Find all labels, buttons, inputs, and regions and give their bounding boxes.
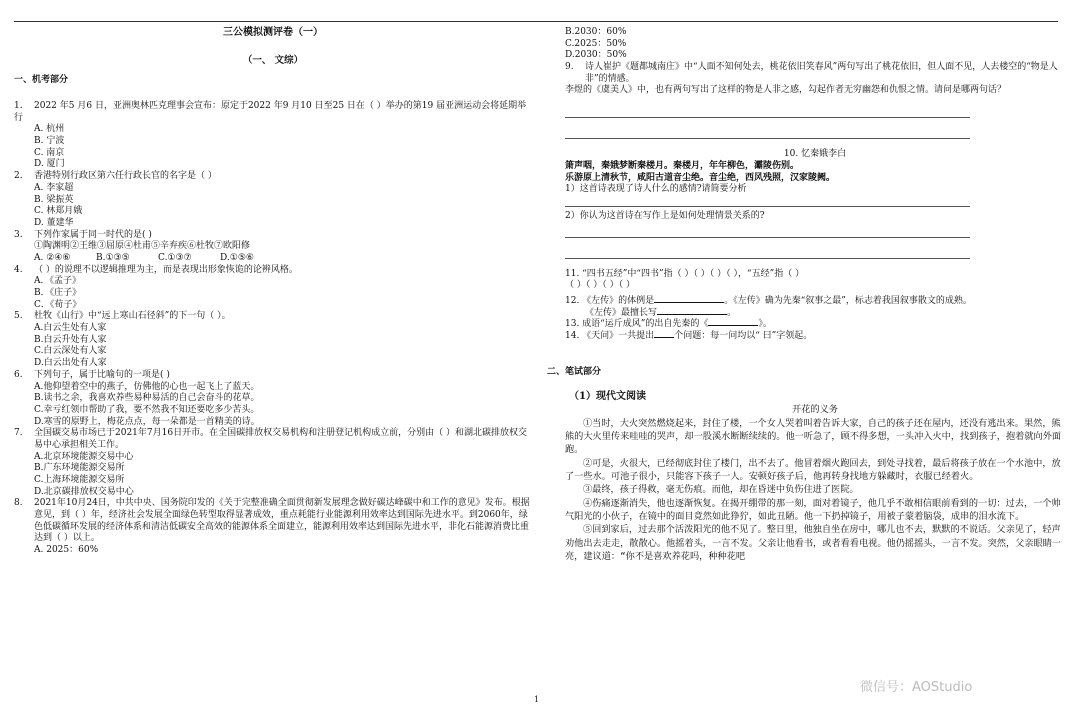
essay-paragraph: ③最终，孩子得救，毫无伤痕。而他，却在昏迷中负伤住进了医院。 [583,484,859,496]
question-8 [14,498,532,545]
question-9-followup: 李煜的《虞美人》中，也有两句写出了这样的物是人非之感，勾起作者无穷幽怨和仇恨之情。请问是哪两句话？ [565,85,1007,96]
option: D.①⑤⑥ [220,252,254,263]
answer-blank[interactable] [708,325,758,326]
question-number: 4. [14,264,23,275]
option: B. 宁波 [34,136,65,147]
option: D. 董建华 [34,217,74,228]
option: C.上海环境能源交易所 [34,475,125,486]
question-1 [14,101,532,124]
question-6 [14,370,532,382]
question-text: 杜牧《山行》中“远上寒山石径斜”的下一句（ ）。 [34,311,231,322]
question-number: 7. [14,428,23,439]
option: D.2030：50% [565,50,627,61]
essay-paragraph: ①当时，大火突然燃烧起来，封住了楼，一个女人哭着叫着告诉大家，自己的孩子还在屋内，还没有逃出来。果然，熊熊的大火里传来哇哇的哭声，却一股溪水断断续续的。他一听急了，顾不得多想，一头冲入火中，找到孩子，抱着就向外面跑。 [565,417,1062,456]
option: B. 梁振英 [34,194,74,205]
question-text: 下列作家属于同一时代的是( ) [34,229,152,240]
question-number: 9. [565,62,574,73]
option: B.2030：60% [565,27,627,37]
option: B.①③⑤ [96,252,130,263]
question-13-text-a: 13. 成语“运斤成风”的出自先秦的《 [565,319,709,330]
question-7 [14,428,532,451]
essay-paragraph: ②可是，火很大，已经彻底封住了楼门，出不去了。他冒着烟火跑回去，到处寻找着，最后将孩子放在一个水池中，放了一些水。可池子很小，只能容下孩子一人。安顿好孩子后，他再转身找地方躲藏时，衣服已经着火。 [565,457,1061,483]
question-5 [14,311,532,323]
answer-line[interactable] [565,196,970,207]
question-number: 5. [14,311,23,322]
page-subtitle: （一、 文综） [242,55,304,66]
poem-line-1: 箫声咽，秦娥梦断秦楼月。秦楼月，年年柳色，灞陵伤别。 [565,160,800,171]
option: A．《孟子》 [34,276,81,287]
question-14-text-a: 14. 《天问》一共提出 [565,331,655,341]
question-number: 2. [14,171,23,182]
question-14 [565,331,1065,343]
option: B.广东环境能源交易所 [34,463,125,474]
question-11-line2: （ ）（ ）（ ）（ ） [565,280,635,291]
option: A. ②④⑥ [34,252,71,263]
option: A.北京环境能源交易中心 [34,451,134,462]
option: A.白云生处有人家 [34,323,107,334]
question-12-text-c: 《左传》最擅长写 [585,307,658,318]
question-text: 诗人崔护《题都城南庄》中“人面不知何处去，桃花依旧笑春风”两句写出了桃花依旧，但人面不见，人去楼空的“物是人非”的情感。 [585,62,1058,84]
answer-line[interactable] [565,248,970,259]
essay-paragraph: ④伤痛逐渐消失，他也逐渐恢复。在揭开绷带的那一刻，面对着镜子，他几乎不敢相信眼前看到的一切：过去，一个帅气阳光的小伙子，在镜中的面目竟然如此狰狞，如此丑陋。他一下扔掉镜子，用被子蒙着脑袋，成串的泪水流下。 [565,497,1061,523]
option: A. 杭州 [34,124,65,135]
question-text: 下列句子，属于比喻句的一项是( ) [34,369,170,380]
question-10-title: 10. 忆秦娥李白 [783,149,847,160]
question-13 [565,319,1065,331]
option: C.幸亏红领巾帮助了我，要不然我不知还要吃多少苦头。 [34,404,260,415]
question-12-text-d: 。 [727,307,737,318]
question-text: （ ）的说理不以逻辑推理为主，而是表现出形象恢诡的论辨风格。 [34,264,298,275]
question-number: 6. [14,369,23,380]
question-number: 8. [14,498,23,509]
option: D. 厦门 [34,159,65,170]
poem-line-2: 乐游原上清秋节，咸阳古道音尘绝。音尘绝，西风残照，汉家陵阙。 [565,172,836,183]
option: B.读书之余，我喜欢养些易种易活的自己会奋斗的花草。 [34,393,260,404]
question-11: 11. “四书五经”中“四书”指（ ）（ ）（ ）（ ），“五经”指（ ） [565,268,805,279]
question-text: 香港特别行政区第六任行政长官的名字是（ ） [34,171,217,182]
option: C.2025：50% [565,38,627,49]
question-12-text-b: 。《左传》确为先秦“叙事之最”，标志着我国叙事散文的成熟。 [724,295,972,306]
question-3-options [34,253,532,265]
option: A. 2025：60% [34,545,99,556]
section-heading-2: 二、笔试部分 [547,366,602,377]
question-12-line2 [585,308,1065,320]
answer-blank[interactable] [654,337,674,338]
option: B.白云升处有人家 [34,334,107,345]
watermark: 微信号：AOStudio [860,680,973,695]
section-heading-1: 一、机考部分 [14,75,69,86]
option: B．《庄子》 [34,288,82,299]
option: D.白云出处有人家 [34,358,107,369]
question-text: 2022 年5 月6 日，亚洲奥林匹克理事会宣布：原定于2022 年9 月10 日至25 日在（ ）举办的第19 届亚洲运动会将延期举行 [14,101,527,123]
option: C．《荀子》 [34,299,82,310]
reading-title: （1）现代文阅读 [569,391,646,403]
question-2 [14,171,532,183]
answer-line[interactable] [565,128,970,139]
option: C. 南京 [34,147,65,158]
question-4 [14,265,532,277]
left-column [14,26,532,557]
question-12 [565,296,1065,308]
answer-line[interactable] [565,107,970,118]
question-12-text-a: 12. 《左传》的体例是 [565,295,655,306]
question-13-text-b: 》。 [758,319,772,330]
option: D.寒雪的原野上，梅花点点，每一朵都是一首精美的诗。 [34,416,260,427]
answer-line[interactable] [565,227,970,238]
right-column [547,27,1065,564]
option: A. 李家超 [34,182,74,193]
question-number: 1. [14,101,23,112]
question-10-sub1: 1）这首诗表现了诗人什么的感情?请简要分析 [565,184,747,195]
answer-blank[interactable] [654,302,724,303]
option: C. 林郑月娥 [34,206,83,217]
page-title: 三公模拟测评卷（一） [223,27,323,38]
question-number: 3. [14,229,23,240]
question-9 [565,62,1065,85]
option: C.①③⑦ [158,252,192,263]
option: D.北京碳排放权交易中心 [34,486,134,497]
question-text: 2021年10月24日，中共中央、国务院印发的《关于完整准确全面贯彻新发展理念做好碳达峰碳中和工作的意见》发布。根据意见，到（ ）年，经济社会发展全面绿色转型取得显著成效，重点耗能行业能源利用效率达到国际先进水平。到2060年，绿色低碳循环发展的经济体系和清洁低碳安全高效的能源体系全面建立，能源利用效率达到国际先进水平，非化石能源消费比重达到（ ）以上。 [34,498,530,544]
essay-title: 开花的义务 [792,404,838,416]
question-3-line2: ①陶渊明②王维③屈原④杜甫⑤辛弃疾⑥杜牧⑦欧阳修 [34,241,251,252]
question-10-sub2: 2）你认为这首诗在写作上是如何处理情景关系的? [565,210,765,221]
answer-blank[interactable] [657,314,727,315]
essay [565,403,1065,563]
essay-paragraph: ⑤回到家后，过去那个活泼阳光的他不见了。整日里，他独自坐在房中，哪儿也不去，默默的不说话。父亲见了，轻声劝他出去走走，散散心。他摇着头，一言不发。父亲让他看书，或者看看电视。他仍摇摇头，一言不发。突然，父亲眼睛一亮，建议道：“你不是喜欢养花吗，种种花吧 [565,524,1062,563]
page-number: 1 [534,695,540,704]
question-3 [14,230,532,242]
option: C.白云深处有人家 [34,346,107,357]
question-text: 全国碳交易市场已于2021年7月16日开市。在全国碳排放权交易机构和注册登记机构成立前，分别由（ ）和湖北碳排放权交易中心承担相关工作。 [34,428,527,450]
question-14-text-b: 个问题：每一问均以“ 曰”字领起。 [674,331,813,341]
top-rule [14,21,1058,22]
option: A.他仰望着空中的燕子，仿佛他的心也一起飞上了蓝天。 [34,381,260,392]
